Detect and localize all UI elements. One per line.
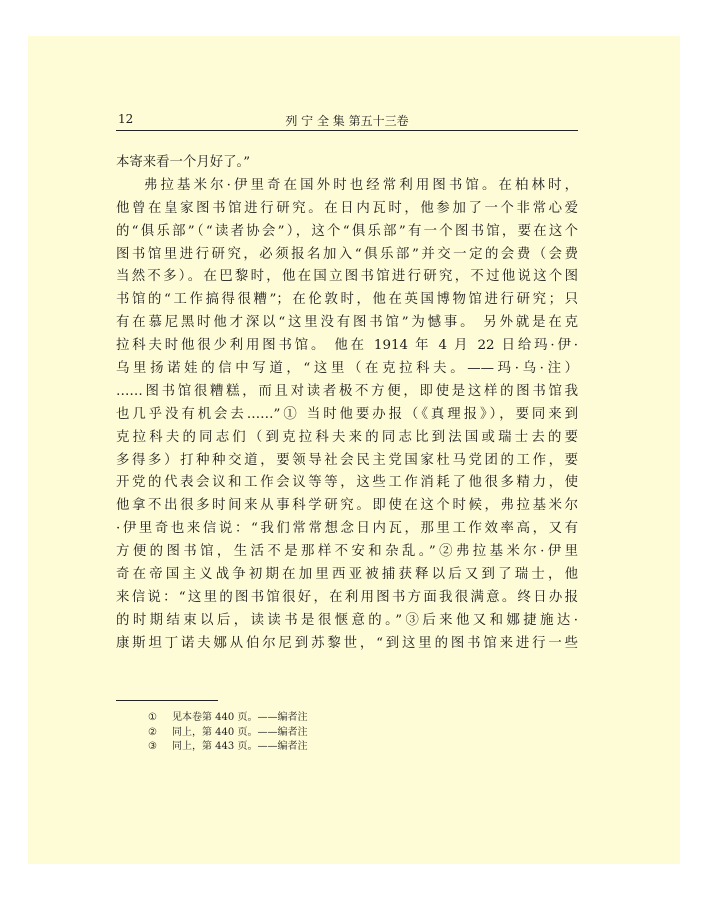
- body-line: 奇在帝国主义战争初期在加里西亚被捕获释以后又到了瑞士，他: [116, 567, 578, 583]
- running-title: 列 宁 全 集 第五十三卷: [285, 114, 409, 128]
- body-line: 多得多）打种种交道，要领导社会民主党国家杜马党团的工作，要: [116, 452, 578, 468]
- body-line: 拉科夫时他很少利用图书馆。 他在 1914 年 4 月 22 日给玛·伊·: [116, 338, 578, 354]
- footnote: [148, 711, 307, 726]
- running-header: [116, 108, 578, 131]
- page-number: 12: [118, 112, 134, 126]
- body-line: 的“俱乐部”（“读者协会”），这个“俱乐部”有一个图书馆，要在这个: [116, 223, 578, 239]
- body-line: 乌里扬诺娃的信中写道，“这里（在克拉科夫。——玛·乌·注）: [116, 361, 578, 377]
- footnote-mark: ②: [148, 726, 157, 738]
- footnote-text: 见本卷第 440 页。——编者注: [172, 712, 308, 723]
- body-text: [116, 152, 578, 656]
- body-line: 弗拉基米尔·伊里奇在国外时也经常利用图书馆。在柏林时，: [144, 177, 578, 193]
- footnote: [148, 726, 307, 741]
- body-line: 开党的代表会议和工作会议等等，这些工作消耗了他很多精力，使: [116, 475, 578, 491]
- body-line: 有在慕尼黑时他才深以“这里没有图书馆”为憾事。 另外就是在克: [116, 315, 578, 331]
- footnote-text: 同上，第 443 页。——编者注: [172, 741, 308, 752]
- body-line: 他曾在皇家图书馆进行研究。在日内瓦时，他参加了一个非常心爱: [116, 200, 578, 216]
- body-line: 也几乎没有机会去……”① 当时他要办报（《真理报》），要同来到: [116, 406, 578, 422]
- body-line: 书馆的“工作搞得很糟”；在伦敦时，他在英国博物馆进行研究；只: [116, 292, 578, 308]
- body-line: ……图书馆很糟糕，而且对读者极不方便，即使是这样的图书馆我: [116, 383, 578, 399]
- body-line: 康斯坦丁诺夫娜从伯尔尼到苏黎世，“到这里的图书馆来进行一些: [116, 635, 578, 651]
- body-line: 的时期结束以后，读读书是很惬意的。”③后来他又和娜捷施达·: [116, 612, 578, 628]
- body-line: 图书馆里进行研究，必须报名加入“俱乐部”并交一定的会费（会费: [116, 246, 578, 262]
- footnote-mark: ①: [148, 712, 157, 723]
- body-line: ·伊里奇也来信说：“我们常常想念日内瓦，那里工作效率高，又有: [116, 521, 578, 537]
- body-line: 当然不多）。在巴黎时，他在国立图书馆进行研究，不过他说这个图: [116, 269, 578, 285]
- body-line: 本寄来看一个月好了。”: [116, 155, 251, 170]
- body-line: 克拉科夫的同志们（到克拉科夫来的同志比到法国或瑞士去的要: [116, 429, 578, 445]
- body-line: 来信说：“这里的图书馆很好，在利用图书方面我很满意。终日办报: [116, 589, 578, 605]
- body-line: 他拿不出很多时间来从事科学研究。即使在这个时候，弗拉基米尔: [116, 498, 578, 514]
- footnotes: [148, 711, 307, 755]
- footnote-mark: ③: [148, 741, 157, 752]
- footnote: [148, 740, 307, 755]
- footnote-text: 同上，第 440 页。——编者注: [172, 726, 308, 738]
- body-line: 方便的图书馆，生活不是那样不安和杂乱。”②弗拉基米尔·伊里: [116, 544, 578, 560]
- footnote-divider: [116, 700, 218, 701]
